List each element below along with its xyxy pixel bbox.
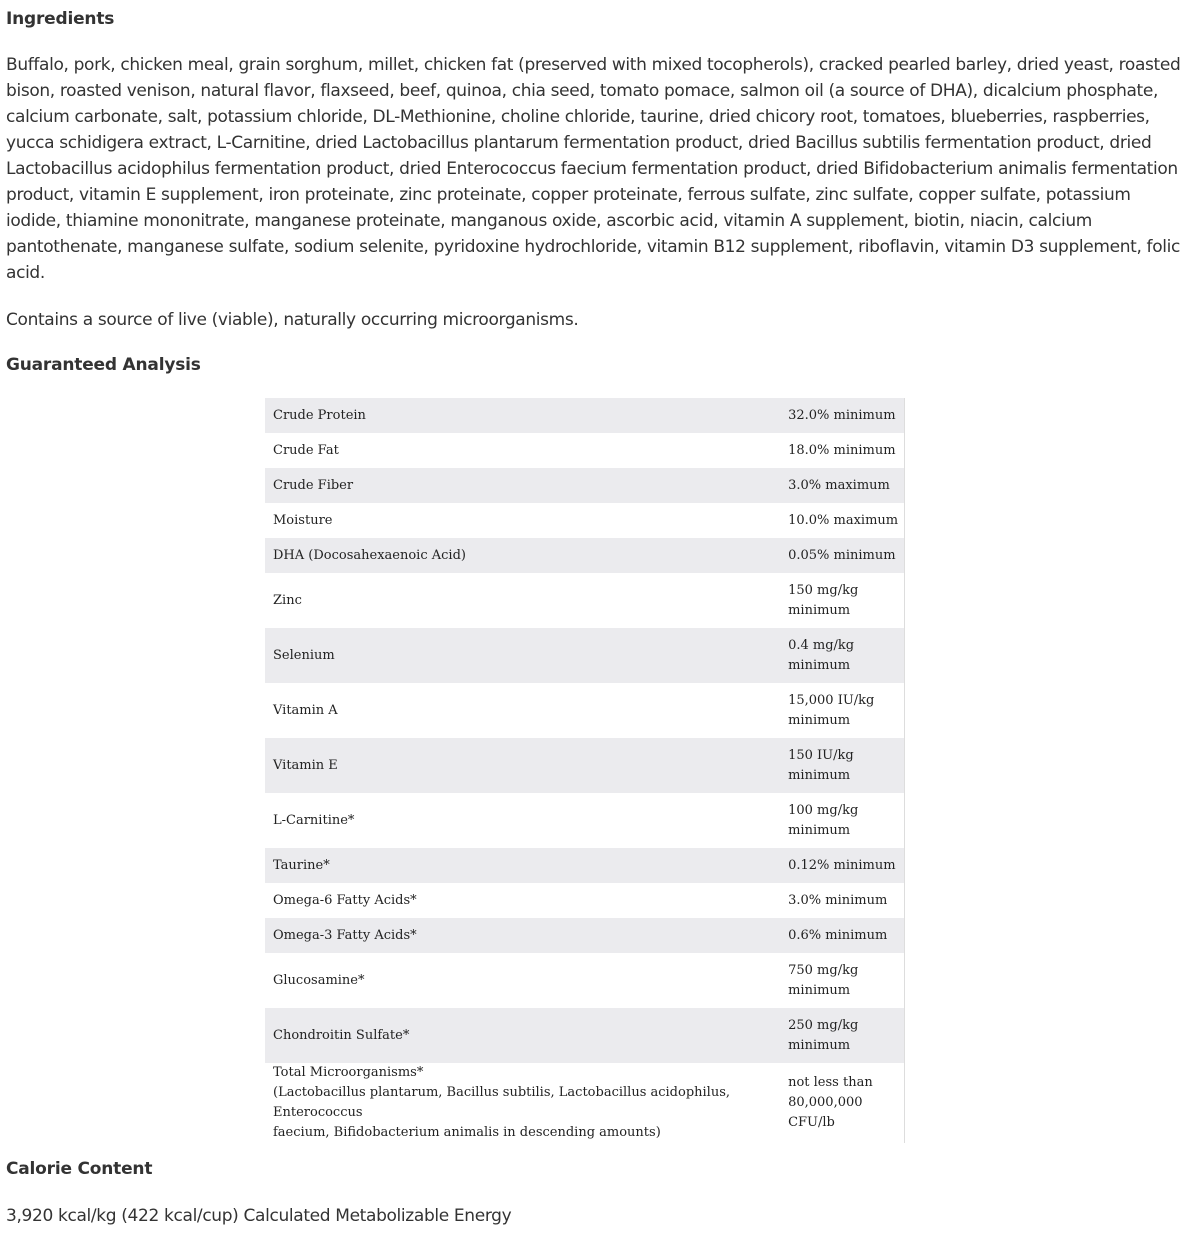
nutrient-name xyxy=(265,1063,788,1143)
table-row xyxy=(265,433,905,468)
nutrient-name: Selenium xyxy=(273,648,335,663)
nutrient-amount xyxy=(788,793,904,848)
guaranteed-analysis-table xyxy=(265,398,905,1143)
amount-line: 250 mg/kg xyxy=(788,1017,859,1033)
nutrient-amount xyxy=(788,883,904,918)
amount-line: minimum xyxy=(788,822,851,838)
amount-line: 0.12% minimum xyxy=(788,857,896,873)
nutrient-amount xyxy=(788,628,904,683)
nutrient-name: DHA (Docosahexaenoic Acid) xyxy=(273,548,466,563)
table-row xyxy=(265,683,905,738)
calorie-content-text: 3,920 kcal/kg (422 kcal/cup) Calculated Metabolizable Energy xyxy=(6,1206,512,1226)
amount-line: minimum xyxy=(788,982,851,998)
calorie-content-heading: Calorie Content xyxy=(6,1159,153,1179)
amount-line: minimum xyxy=(788,657,851,673)
amount-line: 10.0% maximum xyxy=(788,512,899,528)
nutrient-name: Crude Fiber xyxy=(273,478,354,493)
nutrient-name: Omega-3 Fatty Acids* xyxy=(273,928,417,943)
amount-line: minimum xyxy=(788,602,851,618)
amount-line: 0.05% minimum xyxy=(788,547,896,563)
table-row xyxy=(265,398,905,433)
nutrient-name: Vitamin A xyxy=(273,703,338,718)
nutrient-name: Moisture xyxy=(273,513,333,528)
probiotic-note: Contains a source of live (viable), naturally occurring microorganisms. xyxy=(6,310,579,330)
nutrient-name: Crude Protein xyxy=(273,408,366,423)
nutrient-line: faecium, Bifidobacterium animalis in descending amounts) xyxy=(273,1125,661,1140)
table-row xyxy=(265,953,905,1008)
nutrient-amount xyxy=(788,1008,904,1063)
nutrient-amount xyxy=(788,468,904,503)
amount-line: 15,000 IU/kg xyxy=(788,692,875,708)
table-row xyxy=(265,573,905,628)
amount-line: 80,000,000 xyxy=(788,1095,863,1110)
table-row xyxy=(265,503,905,538)
nutrient-amount xyxy=(788,573,904,628)
ingredients-heading: Ingredients xyxy=(6,9,115,29)
nutrient-name: Crude Fat xyxy=(273,443,339,458)
amount-line: 3.0% maximum xyxy=(788,477,890,493)
amount-line: 0.4 mg/kg xyxy=(788,637,855,653)
nutrient-name: Omega-6 Fatty Acids* xyxy=(273,893,417,908)
amount-line: 18.0% minimum xyxy=(788,442,896,458)
amount-line: 0.6% minimum xyxy=(788,927,888,943)
nutrient-name: L-Carnitine* xyxy=(273,813,355,828)
table-row xyxy=(265,538,905,573)
table-row-microorganisms xyxy=(265,1063,905,1143)
nutrient-line: Total Microorganisms* xyxy=(273,1065,424,1080)
nutrient-amount xyxy=(788,1063,904,1143)
amount-line: 100 mg/kg xyxy=(788,802,859,818)
nutrient-name: Chondroitin Sulfate* xyxy=(273,1028,410,1043)
table-row xyxy=(265,793,905,848)
table-row xyxy=(265,883,905,918)
amount-line: minimum xyxy=(788,712,851,728)
nutrient-amount xyxy=(788,918,904,953)
amount-line: 32.0% minimum xyxy=(788,407,896,423)
nutrient-name: Vitamin E xyxy=(273,758,338,773)
amount-line: 150 IU/kg xyxy=(788,747,854,763)
table-row xyxy=(265,1008,905,1063)
ingredients-list: Buffalo, pork, chicken meal, grain sorghum, millet, chicken fat (preserved with mixed tocopherols), cracked pearled barley, dried yeast, roasted bison, roasted venison, natural flavor, flaxseed, beef, quinoa, chia seed, tomato pomace, salmon oil (a source of DHA), dicalcium phosphate, calcium carbonate, salt, potassium chloride, DL-Methionine, choline chloride, taurine, dried chicory root, tomatoes, blueberries, raspberries, yucca schidigera extract, L-Carnitine, dried Lactobacillus plantarum fermentation product, dried Bacillus subtilis fermentation product, dried Lactobacillus acidophilus fermentation product, dried Enterococcus faecium fermentation product, dried Bifidobacterium animalis fermentation product, vitamin E supplement, iron proteinate, zinc proteinate, copper proteinate, ferrous sulfate, zinc sulfate, copper sulfate, potassium iodide, thiamine mononitrate, manganese proteinate, manganous oxide, ascorbic acid, vitamin A supplement, biotin, niacin, calcium pantothenate, manganese sulfate, sodium selenite, pyridoxine hydrochloride, vitamin B12 supplement, riboflavin, vitamin D3 supplement, folic acid. xyxy=(6,55,1181,283)
amount-line: not less than xyxy=(788,1075,873,1090)
amount-line: 150 mg/kg xyxy=(788,582,859,598)
nutrient-amount xyxy=(788,538,904,573)
amount-line: 3.0% minimum xyxy=(788,892,888,908)
table-row xyxy=(265,918,905,953)
nutrient-amount xyxy=(788,848,904,883)
amount-line: minimum xyxy=(788,1037,851,1053)
nutrient-name: Zinc xyxy=(273,593,302,608)
nutrient-amount xyxy=(788,503,904,538)
nutrient-name: Taurine* xyxy=(273,858,330,873)
amount-line: CFU/lb xyxy=(788,1115,835,1130)
nutrient-amount xyxy=(788,398,904,433)
nutrient-name: Glucosamine* xyxy=(273,973,365,988)
table-row xyxy=(265,738,905,793)
nutrient-amount xyxy=(788,433,904,468)
amount-line: 750 mg/kg xyxy=(788,962,859,978)
guaranteed-analysis-rows xyxy=(265,398,905,1143)
table-row xyxy=(265,468,905,503)
nutrient-line: (Lactobacillus plantarum, Bacillus subtilis, Lactobacillus acidophilus, Enterococcus xyxy=(273,1085,731,1120)
table-row xyxy=(265,628,905,683)
nutrient-amount xyxy=(788,738,904,793)
table-row xyxy=(265,848,905,883)
nutrient-amount xyxy=(788,953,904,1008)
guaranteed-analysis-heading: Guaranteed Analysis xyxy=(6,355,201,375)
nutrient-amount xyxy=(788,683,904,738)
amount-line: minimum xyxy=(788,767,851,783)
